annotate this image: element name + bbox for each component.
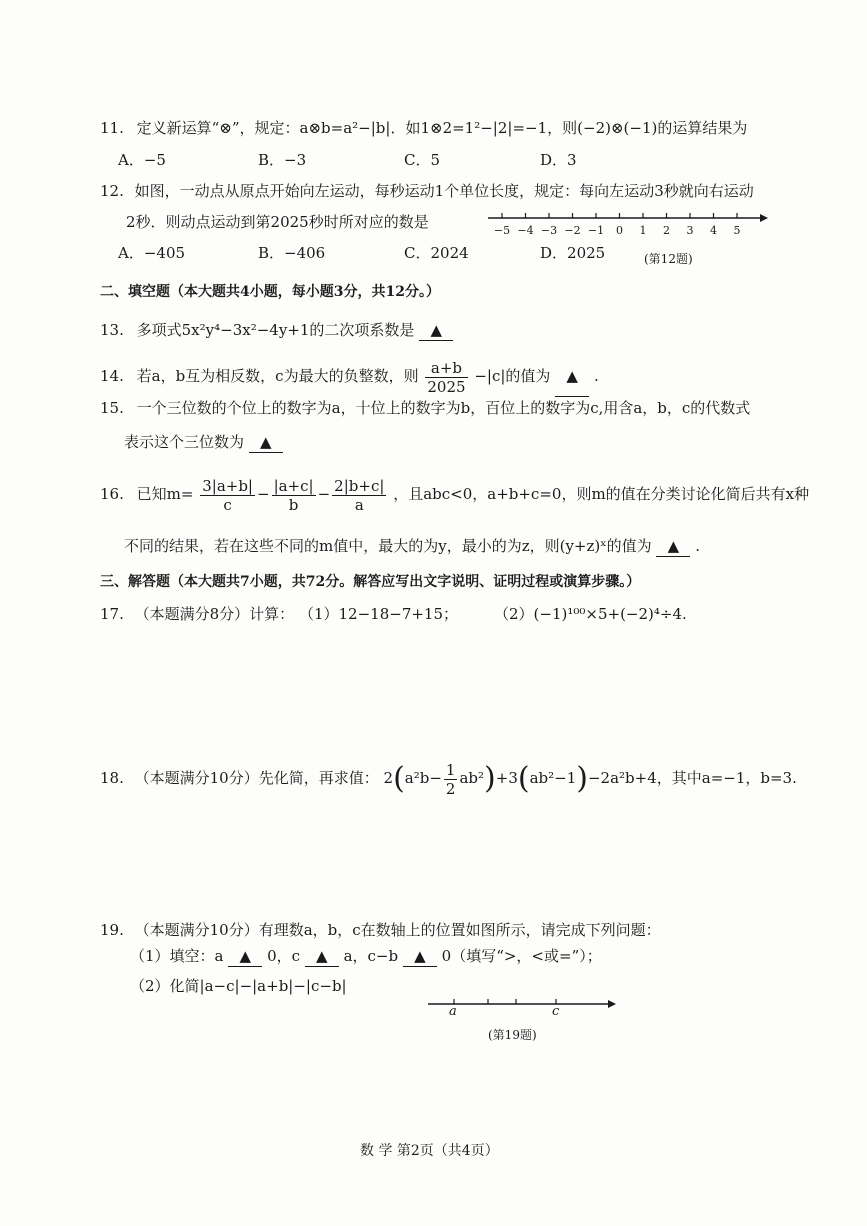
fraction-numerator: 2|b+c| xyxy=(334,476,385,495)
question-19-part1-post: 0（填写“>，<或=”）； xyxy=(441,947,602,965)
question-number: 12. xyxy=(100,182,124,200)
question-number: 15. xyxy=(100,399,124,417)
axis-label-c: c xyxy=(552,1004,560,1019)
axis-label-a: a xyxy=(449,1004,457,1019)
question-19-part1-mid: a，c−b xyxy=(343,947,399,965)
section-3-heading: 三、解答题（本大题共7小题，共72分。解答应写出文字说明、证明过程或演算步骤。） xyxy=(100,574,641,590)
question-14-post: −|c|的值为 xyxy=(474,367,551,385)
axis-tick-label: −5 xyxy=(493,224,511,237)
axis-tick-label: −2 xyxy=(564,224,581,237)
figure-12-caption: (第12题) xyxy=(644,252,693,266)
question-18-head: （本题满分10分）先化简，再求值： xyxy=(134,769,379,787)
question-16-pre: 已知m= xyxy=(136,485,194,503)
axis-tick-label: −3 xyxy=(540,224,558,237)
question-17-head: （本题满分8分）计算： xyxy=(134,605,295,623)
question-14-end: . xyxy=(593,367,599,385)
question-17-part2: （2）(−1)¹⁰⁰×5+(−2)⁴÷4. xyxy=(494,605,687,623)
axis-tick-label: 1 xyxy=(639,224,647,237)
question-12-line1: 如图，一动点从原点开始向左运动，每秒运动1个单位长度，规定：每向左运动3秒就向右运动 xyxy=(134,182,754,200)
axis-tick-label: 4 xyxy=(710,224,717,237)
answer-blank: ▲ xyxy=(419,320,453,341)
option-b: B．−3 xyxy=(258,151,307,169)
option-a: A．−405 xyxy=(118,244,186,262)
expr-term: ab² xyxy=(459,769,485,787)
question-16-end: . xyxy=(695,537,700,555)
question-12-line2: 2秒．则动点运动到第2025秒时所对应的数是 xyxy=(126,213,429,231)
axis-tick-label: −1 xyxy=(587,224,605,237)
expr-term: a²b− xyxy=(404,769,442,787)
page-footer: 数 学 第2页（共4页） xyxy=(360,1143,499,1159)
answer-blank: ▲ xyxy=(656,536,690,557)
fraction-denominator: b xyxy=(288,495,299,514)
question-19-head: （本题满分10分）有理数a，b，c在数轴上的位置如图所示，请完成下列问题： xyxy=(134,921,661,939)
question-19-part1-pre: （1）填空：a xyxy=(130,947,224,965)
question-16-line2: 不同的结果，若在这些不同的m值中，最大的为y，最小的为z，则(y+z)ˣ的值为 xyxy=(124,537,652,555)
axis-tick-label: 2 xyxy=(663,224,670,237)
axis-tick-label: 5 xyxy=(733,224,741,237)
fraction-denominator: 2 xyxy=(445,779,456,798)
question-16-post: ，且abc<0，a+b+c=0，则m的值在分类讨论化简后共有x种 xyxy=(393,485,810,503)
option-d: D．2025 xyxy=(540,244,606,262)
figure-19-caption: (第19题) xyxy=(488,1028,537,1042)
question-number: 18. xyxy=(100,769,124,787)
question-15-line2: 表示这个三位数为 xyxy=(124,433,245,451)
fraction-numerator: |a+c| xyxy=(273,476,314,495)
option-c: C．5 xyxy=(404,151,441,169)
question-number: 17. xyxy=(100,605,124,623)
option-d: D．3 xyxy=(540,151,577,169)
question-number: 19. xyxy=(100,921,124,939)
answer-blank: ▲ xyxy=(403,946,437,967)
expr-coefficient: 2 xyxy=(383,769,394,787)
fraction xyxy=(332,477,386,514)
section-2-heading: 二、填空题（本大题共4小题，每小题3分，共12分。） xyxy=(100,284,440,300)
answer-blank: ▲ xyxy=(249,432,283,453)
fraction xyxy=(425,359,467,396)
expr-term: +3 xyxy=(495,769,518,787)
question-19-part2: （2）化简|a−c|−|a+b|−|c−b| xyxy=(130,977,347,995)
question-15-line1: 一个三位数的个位上的数字为a，十位上的数字为b，百位上的数字为c,用含a，b，c的代数式 xyxy=(136,399,751,417)
number-line-figure-12 xyxy=(488,210,768,240)
expr-term: ab²−1 xyxy=(529,769,577,787)
answer-blank: ▲ xyxy=(305,946,339,967)
axis-tick-label: 3 xyxy=(686,224,694,237)
fraction-denominator: a xyxy=(354,495,364,514)
expr-term: −2a²b+4，其中a=−1，b=3. xyxy=(587,769,797,787)
question-19-part1-mid: 0，c xyxy=(267,947,301,965)
fraction-numerator: 3|a+b| xyxy=(202,476,253,495)
axis-tick-label: 0 xyxy=(616,224,623,237)
axis-tick-label: −4 xyxy=(517,224,534,237)
question-number: 16. xyxy=(100,485,124,503)
question-number: 13. xyxy=(100,321,124,339)
fraction-numerator: a+b xyxy=(425,359,467,378)
fraction-numerator: 1 xyxy=(445,760,456,779)
fraction-denominator: 2025 xyxy=(427,377,466,396)
fraction xyxy=(444,761,458,798)
fraction xyxy=(272,477,316,514)
option-c: C．2024 xyxy=(404,244,469,262)
question-number: 11. xyxy=(100,119,124,137)
question-11-text: 定义新运算“⊗”，规定：a⊗b=a²−|b|．如1⊗2=1²−|2|=−1，则(−2)⊗(−1)的运算结果为 xyxy=(136,119,748,137)
option-b: B．−406 xyxy=(258,244,326,262)
question-number: 14. xyxy=(100,367,124,385)
fraction-denominator: c xyxy=(223,495,232,514)
answer-blank: ▲ xyxy=(228,946,262,967)
fraction xyxy=(200,477,255,514)
question-14-pre: 若a，b互为相反数，c为最大的负整数，则 xyxy=(136,367,419,385)
question-13-text: 多项式5x²y⁴−3x²−4y+1的二次项系数是 xyxy=(136,321,415,339)
question-17-part1: （1）12−18−7+15； xyxy=(298,605,459,623)
answer-blank: ▲ xyxy=(555,356,589,397)
option-a: A．−5 xyxy=(118,151,166,169)
